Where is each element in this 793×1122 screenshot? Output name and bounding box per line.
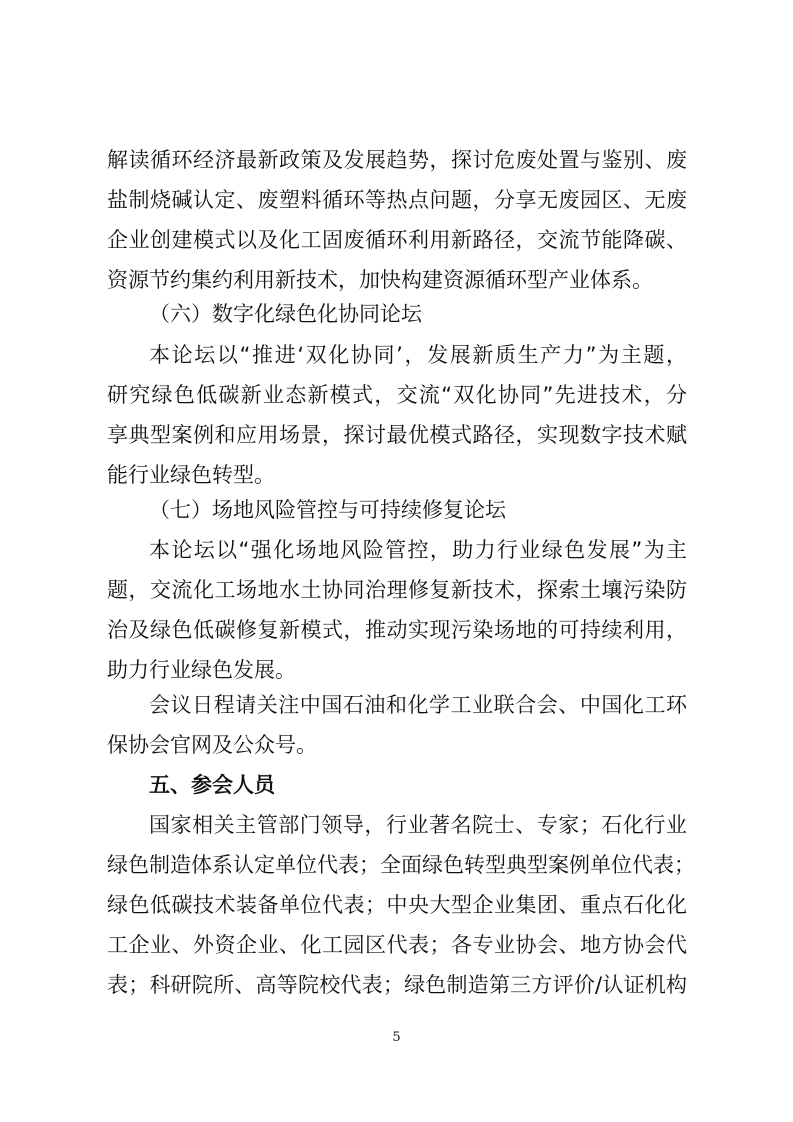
paragraph-line: 资源节约集约利用新技术，加快构建资源循环型产业体系。 [107, 268, 653, 292]
paragraph-line: 保协会官网及公众号。 [107, 733, 317, 757]
paragraph-line: 绿色低碳技术装备单位代表；中央大型企业集团、重点石化化 [107, 893, 687, 917]
paragraph-line: 本论坛以“强化场地风险管控，助力行业绿色发展”为主 [149, 538, 687, 562]
paragraph-line: 能行业绿色转型。 [107, 463, 275, 487]
section-heading: （七）场地风险管控与可持续修复论坛 [149, 498, 506, 522]
section-title: 五、参会人员 [149, 773, 275, 797]
paragraph-line: 研究绿色低碳新业态新模式，交流“双化协同”先进技术，分 [107, 383, 687, 407]
paragraph-line: 国家相关主管部门领导，行业著名院士、专家；石化行业 [149, 813, 687, 837]
paragraph-line: 绿色制造体系认定单位代表；全面绿色转型典型案例单位代表； [107, 853, 695, 877]
paragraph-line: 盐制烧碱认定、废塑料循环等热点问题，分享无废园区、无废 [107, 188, 687, 212]
paragraph-line: 表；科研院所、高等院校代表；绿色制造第三方评价/认证机构 [107, 973, 687, 997]
page-number: 5 [392, 1030, 401, 1045]
paragraph-line: 工企业、外资企业、化工园区代表；各专业协会、地方协会代 [107, 933, 687, 957]
paragraph-line: 享典型案例和应用场景，探讨最优模式路径，实现数字技术赋 [107, 423, 687, 447]
paragraph-line: 解读循环经济最新政策及发展趋势，探讨危废处置与鉴别、废 [107, 148, 687, 172]
paragraph-line: 助力行业绿色发展。 [107, 658, 296, 682]
paragraph-line: 题，交流化工场地水土协同治理修复新技术，探索土壤污染防 [107, 578, 687, 602]
paragraph-line: 企业创建模式以及化工固废循环利用新路径，交流节能降碳、 [107, 228, 687, 252]
paragraph-line: 治及绿色低碳修复新模式，推动实现污染场地的可持续利用， [107, 618, 687, 642]
section-heading: （六）数字化绿色化协同论坛 [149, 302, 422, 326]
paragraph-line: 会议日程请关注中国石油和化学工业联合会、中国化工环 [149, 693, 687, 717]
paragraph-line: 本论坛以“推进‘双化协同’，发展新质生产力”为主题， [149, 343, 687, 367]
